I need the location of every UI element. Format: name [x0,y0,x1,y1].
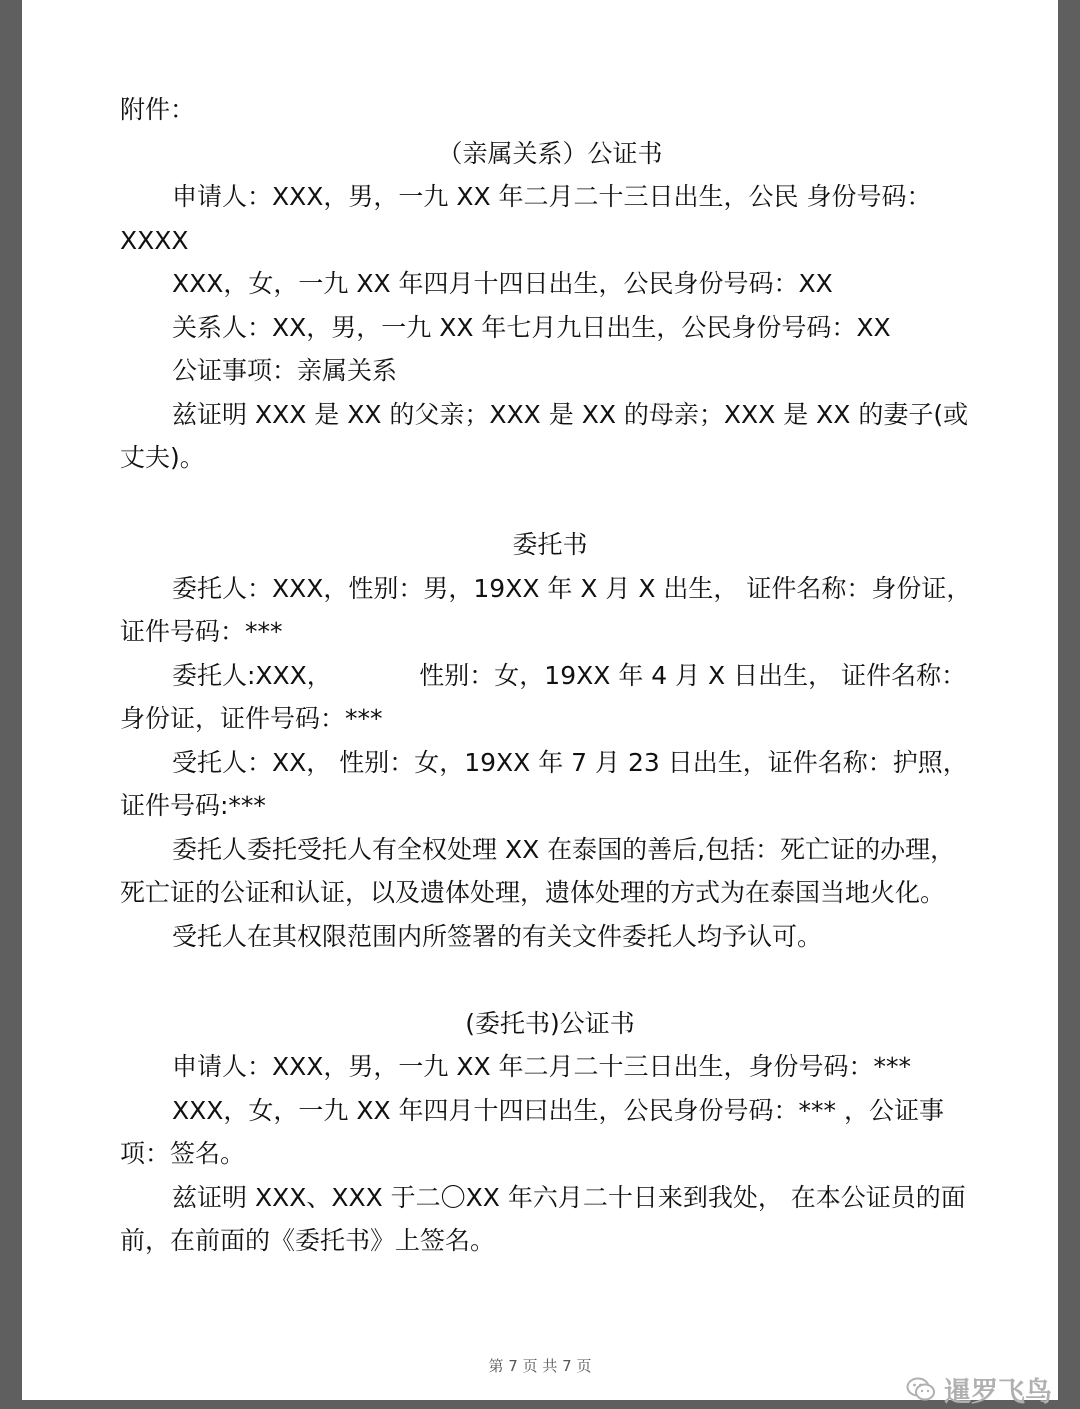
document-page [22,0,1058,1400]
attachment-label: 附件： [120,95,196,124]
paragraph: XXX，女，一九 XX 年四月十四曰出生，公民身份号码：*** ，公证事项：签名。 [120,1095,944,1168]
paragraph: 受托人在其权限范围内所签署的有关文件委托人均予认可。 [172,921,823,951]
section-title-kinship-notarization: （亲属关系）公证书 [437,138,663,168]
paragraph: 申请人：XXX，男，一九 XX 年二月二十三日出生，公民 身份号码：XXXX [120,182,932,255]
paragraph: 兹证明 XXX 是 XX 的父亲；XXX 是 XX 的母亲；XXX 是 XX 的妻子(或丈夫)。 [120,399,969,472]
paragraph: 申请人：XXX，男，一九 XX 年二月二十三日出生，身份号码：*** [172,1052,912,1081]
section-spacer [120,958,980,1002]
paragraph: 公证事项：亲属关系 [172,356,398,385]
section-title-power-of-attorney: 委托书 [512,530,588,559]
paragraph: 兹证明 XXX、XXX 于二〇XX 年六月二十日来到我处， 在本公证员的面前，在前面的《委托书》上签名。 [120,1182,966,1255]
paragraph: 受托人：XX， 性别：女，19XX 年 7 月 23 日出生，证件名称：护照，证件号码:*** [120,747,968,820]
section-spacer [120,480,980,524]
wechat-icon [906,1377,936,1403]
paragraph: 委托人:XXX， 性别：女，19XX 年 4 月 X 日出生， 证件名称：身份证，证件号码：*** [120,660,967,733]
paragraph: XXX，女，一九 XX 年四月十四日出生，公民身份号码：XX [172,269,833,298]
paragraph: 委托人：XXX，性别：男，19XX 年 X 月 X 出生， 证件名称：身份证，证件号码：*** [120,573,972,646]
watermark-text: 暹罗飞鸟 [944,1377,1052,1408]
page-indicator: 第 7 页 共 7 页 [488,1357,592,1375]
watermark [906,1370,1052,1409]
paragraph: 委托人委托受托人有全权处理 XX 在泰国的善后,包括：死亡证的办理，死亡证的公证和认证，以及遗体处理，遗体处理的方式为在泰国当地火化。 [120,834,956,907]
paragraph: 关系人：XX，男，一九 XX 年七月九日出生，公民身份号码：XX [172,312,891,342]
section-title-attorney-notarization: (委托书)公证书 [465,1008,635,1038]
document-content [120,88,980,1263]
